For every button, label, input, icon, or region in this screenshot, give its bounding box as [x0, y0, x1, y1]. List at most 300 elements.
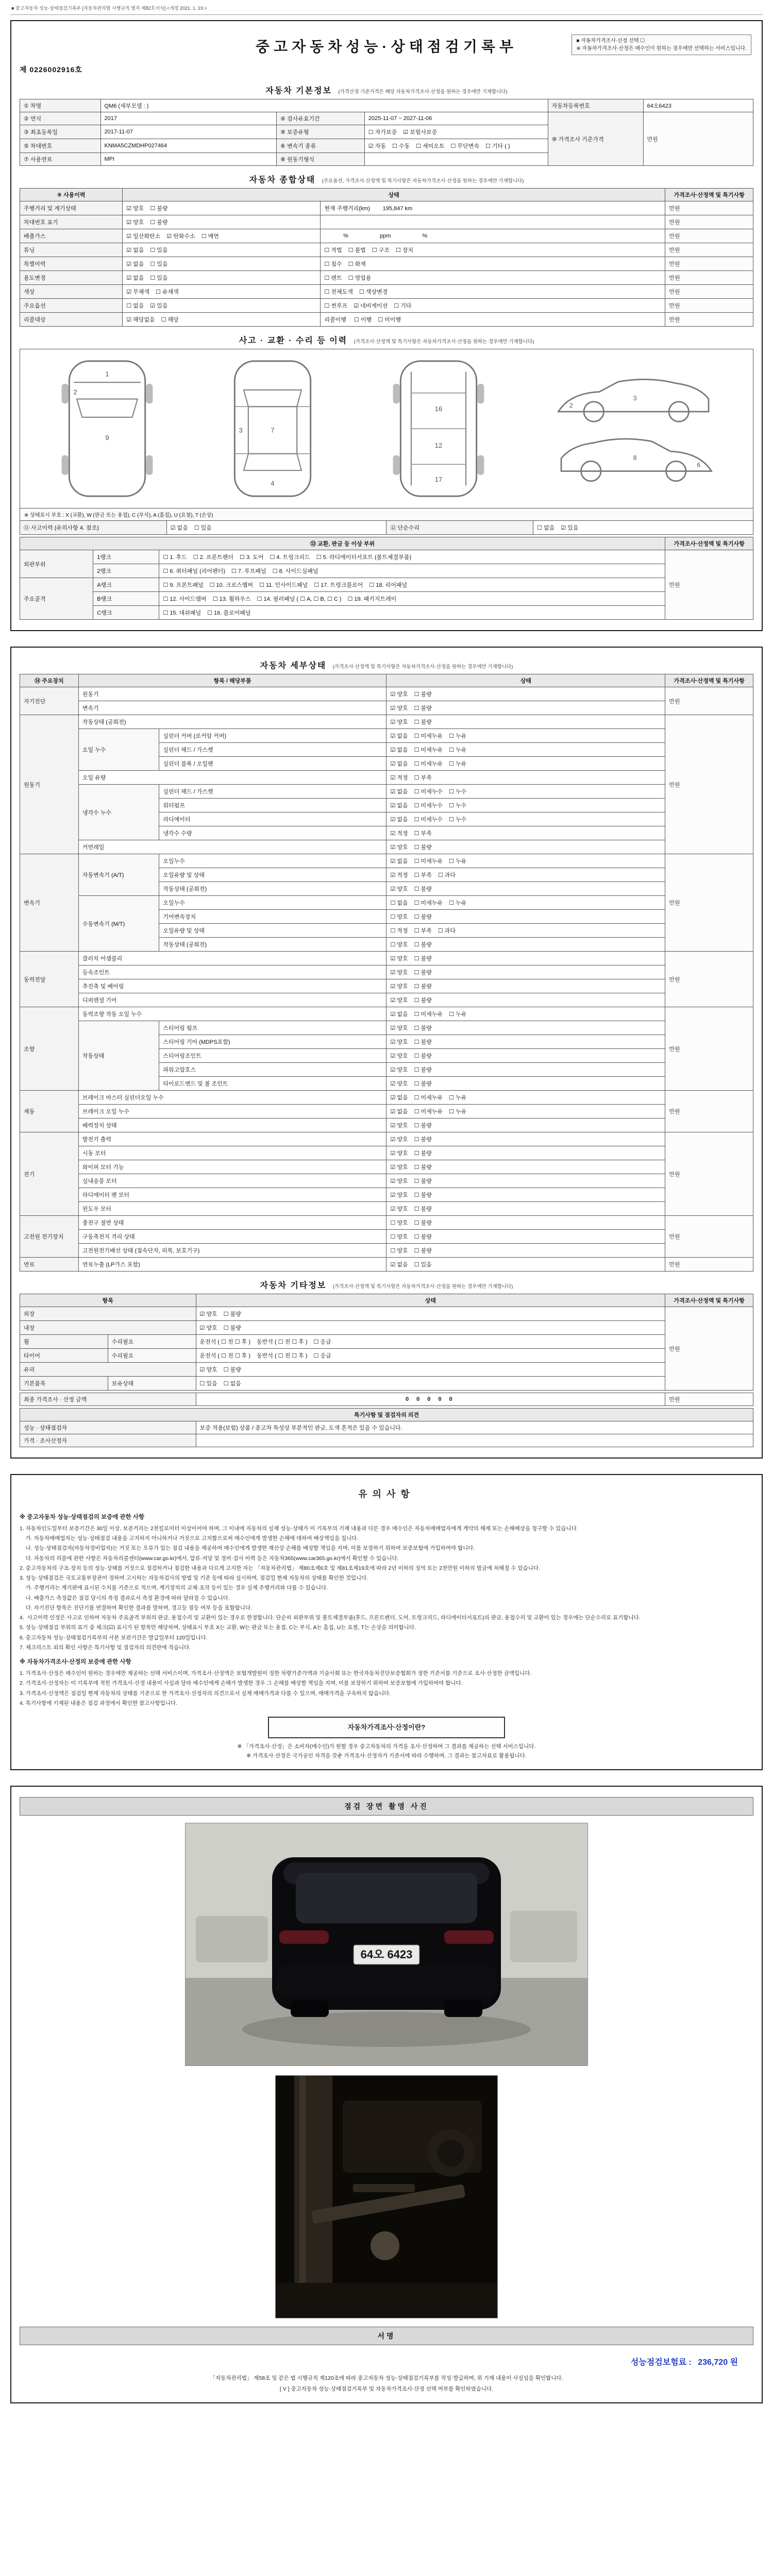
checkbox-option[interactable]: ☑ 양호: [390, 1081, 408, 1087]
checkbox-option[interactable]: ☑ 양호: [390, 1039, 408, 1045]
checkbox-option[interactable]: ☑ 양호: [199, 1325, 217, 1331]
checkbox-option[interactable]: ☐ 누유: [449, 1109, 467, 1115]
checkbox-option[interactable]: ☑ 양호: [390, 1123, 408, 1129]
notice-item: ※ 가격조사·산정은 국가공인 자격을 갖춘 가격조사·산정자가 기준서에 따라 수행하며, 그 결과는 참고자료로 활용됩니다.: [246, 1752, 527, 1759]
notices-title: 유의사항: [358, 1489, 415, 1499]
checkbox-option[interactable]: ☐ 불량: [414, 942, 432, 948]
checkbox-option[interactable]: ☑ 양호: [390, 997, 408, 1004]
checkbox-option[interactable]: ☑ 없음: [390, 733, 408, 739]
checkbox-option[interactable]: ☐ 7. 루프패널: [231, 568, 266, 574]
checkbox-option[interactable]: ☐ 있음: [150, 247, 168, 253]
checkbox-option[interactable]: ☐ 불량: [414, 719, 432, 725]
checkbox-option[interactable]: ☑ 있음: [150, 303, 168, 309]
checkbox-option[interactable]: ☐ 불량: [414, 886, 432, 892]
row-label: 내장: [20, 1321, 196, 1335]
checkbox-option[interactable]: ☐ 19. 패키지트레이: [347, 596, 397, 602]
notice-item: 3. 가격조사·산정액은 점검일 현재 자동차의 상태를 기준으로 한 가격조사·산정자의 의견으로서 실제 매매가격과 다를 수 있으며, 매매가격을 구속하지 않습니다.: [20, 1690, 391, 1697]
row-state: [196, 1349, 665, 1363]
notice-item: 1. 자동차인도일부터 보증기간은 30일 이상, 보증거리는 2천킬로미터 이상이어야 하며, 그 이내에 자동차의 실제 성능·상태가 이 기록부의 기재 내용과 다른 경우 매수인은 자동차매매업자에게 계약의 해제 또는 손해배상을 청구할 수 있습니다.: [20, 1525, 578, 1532]
checkbox-option[interactable]: ☐ 불량: [414, 1039, 432, 1045]
checkbox-option[interactable]: ☑ 없음: [390, 1262, 408, 1268]
checkbox-option[interactable]: ☐ 있음: [150, 275, 168, 281]
checkbox-option[interactable]: ☐ 양호: [390, 942, 408, 948]
checkbox-option[interactable]: ☐ 구조: [372, 247, 390, 253]
first-reg-value: 2017-11-07: [100, 125, 277, 139]
state-cell: [386, 882, 665, 896]
col-item: 항목: [20, 1294, 196, 1307]
checkbox-option[interactable]: ☐ 수동: [392, 143, 410, 149]
checkbox-option[interactable]: ☐ 미세누수: [414, 817, 443, 823]
checkbox-option[interactable]: ☐ 적정: [390, 928, 408, 934]
checkbox-option[interactable]: ☐ 불량: [414, 691, 432, 698]
state-cell: [386, 979, 665, 993]
checkbox-option[interactable]: ☐ 부족: [414, 872, 432, 878]
year-label: ② 연식: [20, 112, 101, 125]
checkbox-option[interactable]: ☐ 응급: [313, 1353, 331, 1359]
checkbox-option[interactable]: ☐ 15. 대쉬패널: [163, 610, 201, 616]
checkbox-option[interactable]: ☑ 양호: [390, 1192, 408, 1198]
table-row: [20, 1377, 753, 1391]
part-item: 발전기 출력: [78, 1132, 386, 1146]
part-item: 오일누수: [159, 896, 386, 910]
table-row: [20, 1091, 753, 1105]
row-state-2: [321, 285, 665, 299]
table-row: [20, 687, 753, 701]
transmission-options: [364, 139, 548, 153]
checkbox-option[interactable]: ☐ 2. 프론트펜더: [193, 554, 234, 561]
state-cell: [386, 757, 665, 771]
accident-history-label: ⑪ 사고이력 (유의사항 4. 참조): [20, 521, 167, 535]
notice-item: 4. 사고이력 인정은 사고로 인하여 자동차 주요골격 부위의 판금, 용접수리 및 교환이 있는 경우로 한정합니다. 단순히 외판부위 및 볼트체결부품(후드, 프론트펜더, 도어, 트렁크리드, 라디에이터서포트)의 판금, 용접수리 및 교환이 있는 경우에는 단순수리로 표기합니다.: [20, 1615, 641, 1621]
checkbox-option[interactable]: ☐ 14. 필러패널 ( ☐ A, ☐ B, ☐ C ): [257, 596, 342, 602]
checkbox-option[interactable]: ☐ 불량: [414, 1137, 432, 1143]
checkbox-option[interactable]: ☑ 양호: [390, 691, 408, 698]
checkbox-option[interactable]: ☐ 불량: [414, 914, 432, 920]
row-state: [196, 1363, 665, 1377]
checkbox-option[interactable]: ☑ 무채색: [126, 289, 150, 295]
base-price-value: 만원: [643, 112, 753, 166]
row-label: 차대번호 표기: [20, 215, 123, 229]
notice-item: 가. 주행거리는 계기판에 표시된 수치를 기준으로 적으며, 계기장치의 교체·조작 등이 있는 경우 실제 주행거리와 다를 수 있습니다.: [20, 1585, 328, 1591]
row-label: 배출가스: [20, 229, 123, 243]
checkbox-option[interactable]: ☐ 누유: [449, 761, 467, 767]
notice-item: 가. 자동차매매업자는 성능·상태점검 내용을 고지하지 아니하거나 거짓으로 고지함으로써 매수인에게 발생한 손해에 대하여 배상책임을 집니다.: [20, 1535, 359, 1541]
checkbox-option[interactable]: ☑ 적정: [390, 831, 408, 837]
table-row: [20, 1146, 753, 1160]
checkbox-option[interactable]: ☑ 양호: [390, 886, 408, 892]
checkbox-option[interactable]: ☐ 불량: [150, 206, 168, 212]
checkbox-option[interactable]: ☐ 불량: [150, 219, 168, 226]
checkbox-option[interactable]: ☐ 매연: [201, 233, 219, 240]
checkbox-option[interactable]: ☐ 있음: [199, 1381, 217, 1387]
checkbox-option[interactable]: ☑ 없음: [126, 261, 144, 267]
checkbox-option[interactable]: ☐ 불량: [414, 1067, 432, 1073]
table-row: [20, 229, 753, 243]
checkbox-option[interactable]: ☑ 양호: [390, 1067, 408, 1073]
state-cell: [386, 826, 665, 840]
checkbox-option[interactable]: ☑ 양호: [390, 844, 408, 851]
checkbox-option[interactable]: ☐ 불량: [414, 1164, 432, 1171]
checkbox-option[interactable]: ☑ 양호: [390, 1164, 408, 1171]
checkbox-option[interactable]: ☑ 양호: [390, 719, 408, 725]
row-label: 특별이력: [20, 257, 123, 271]
recall-state: [321, 313, 665, 327]
part-item: 작동상태 (공회전): [159, 938, 386, 952]
notice-item: 4. 특기사항에 기재된 내용은 점검 과정에서 확인한 참고사항입니다.: [20, 1700, 177, 1706]
checkbox-option[interactable]: ☑ 양호: [390, 956, 408, 962]
title-bar: [20, 27, 753, 58]
table-row: [20, 299, 753, 313]
row-state: [123, 243, 321, 257]
reg-no-value: 64오6423: [643, 99, 753, 112]
checkbox-option[interactable]: ☐ 1. 후드: [163, 554, 187, 561]
checkbox-option[interactable]: ☑ 네비게이션: [354, 303, 388, 309]
checkbox-option[interactable]: ☐ 유채색: [156, 289, 179, 295]
checkbox-option[interactable]: ☐ 누수: [449, 789, 467, 795]
checkbox-option[interactable]: ☐ 자가보증: [368, 129, 397, 135]
col-usage-history: ⑨ 사용이력: [20, 189, 123, 201]
checkbox-option[interactable]: ☐ 응급: [313, 1339, 331, 1345]
state-cell: [386, 1174, 665, 1188]
checkbox-option[interactable]: ☑ 없음: [390, 747, 408, 753]
table-row: [20, 521, 753, 535]
svg-text:7: 7: [271, 426, 275, 434]
checkbox-option[interactable]: ☐ 불량: [223, 1367, 241, 1373]
checkbox-option[interactable]: ☐ 불량: [414, 705, 432, 711]
checkbox-option[interactable]: ☑ 양호: [126, 206, 144, 212]
group-fuel: 연료: [20, 1258, 79, 1272]
car-name-value: QM6 (세부모델 : ): [100, 99, 548, 112]
checkbox-option[interactable]: ☑ 양호: [390, 705, 408, 711]
subgroup-coolant-leak: 냉각수 누수: [78, 785, 159, 840]
checkbox-option[interactable]: ☐ 해당: [161, 317, 179, 323]
checkbox-option[interactable]: ☑ 없음: [126, 247, 144, 253]
checkbox-option[interactable]: ☐ 누수: [449, 817, 467, 823]
checkbox-option[interactable]: ☐ 장치: [395, 247, 414, 253]
price-cell: 만원: [665, 1307, 753, 1391]
checkbox-option[interactable]: ☐ 불량: [414, 1123, 432, 1129]
signature-statement-2: [ V ] 중고자동차 성능·상태점검기록부 및 자동차가격조사·산정 선택 여부를 확인하였습니다.: [279, 2385, 494, 2392]
part-item: 오일 유량: [78, 771, 386, 785]
checkbox-option[interactable]: ☐ 불량: [414, 1192, 432, 1198]
checkbox-option[interactable]: ☐ 미이행: [378, 317, 401, 323]
table-row: [20, 1132, 753, 1146]
group-highvoltage: 고전원 전기장치: [20, 1216, 79, 1258]
checkbox-option[interactable]: ☐ 없음: [390, 900, 408, 906]
checkbox-option[interactable]: ☐ 불량: [414, 1081, 432, 1087]
checkbox-option[interactable]: ☐ 적법: [324, 247, 342, 253]
table-header-row: [20, 1294, 753, 1307]
state-cell: [386, 1230, 665, 1244]
checkbox-option[interactable]: ☐ 부족: [414, 928, 432, 934]
col-state: 상태: [123, 189, 665, 201]
state-cell: [386, 910, 665, 924]
table-row: [20, 243, 753, 257]
vehicle-diagram-roof: [219, 357, 327, 501]
table-row: [20, 979, 753, 993]
table-row: [20, 1105, 753, 1118]
notices-subtitle-1: ※ 중고자동차 성능·상태점검의 보증에 관한 사항: [20, 1514, 145, 1520]
checkbox-option[interactable]: ☐ 불량: [414, 997, 432, 1004]
checkbox-option[interactable]: ☐ 누유: [449, 1011, 467, 1018]
table-row: [20, 854, 753, 868]
group-engine: 원동기: [20, 715, 79, 854]
checkbox-option[interactable]: ☑ 양호: [126, 219, 144, 226]
first-reg-label: ③ 최초등록일: [20, 125, 101, 139]
checkbox-option[interactable]: ☑ 없음: [390, 817, 408, 823]
checkbox-option[interactable]: ☐ 누유: [449, 858, 467, 865]
part-item: 실린더 헤드 / 가스켓: [159, 743, 386, 757]
checkbox-option[interactable]: ☐ 5. 라디에이터서포트 (볼트체결부품): [316, 554, 412, 561]
price-survey-definition-lines: [20, 1742, 753, 1760]
checkbox-option[interactable]: 운전석 ( ☐ 전 ☐ 후 ): [199, 1353, 251, 1359]
checkbox-option[interactable]: 운전석 ( ☐ 전 ☐ 후 ): [199, 1339, 251, 1345]
checkbox-option[interactable]: ☐ 10. 크로스멤버: [209, 582, 254, 588]
checkbox-option[interactable]: ☑ 일산화탄소: [126, 233, 161, 240]
price-cell: 만원: [665, 1007, 753, 1091]
checkbox-option[interactable]: ☑ 없음: [390, 1109, 408, 1115]
checkbox-option[interactable]: ☐ 불량: [414, 1178, 432, 1184]
checkbox-option[interactable]: ☐ 부족: [414, 831, 432, 837]
checkbox-option[interactable]: ☑ 없음: [390, 1011, 408, 1018]
checkbox-option[interactable]: ☐ 불법: [348, 247, 366, 253]
checkbox-option[interactable]: ☐ 누수: [449, 803, 467, 809]
table-row: [20, 729, 753, 743]
checkbox-option[interactable]: 동반석 ( ☐ 전 ☐ 후 ): [257, 1353, 308, 1359]
checkbox-option[interactable]: ☐ 썬루프: [324, 303, 348, 309]
checkbox-option[interactable]: ☐ 13. 휠하우스: [212, 596, 251, 602]
checkbox-option[interactable]: ☐ 불량: [414, 1220, 432, 1226]
checkbox-option[interactable]: ☑ 탄화수소: [166, 233, 195, 240]
checkbox-option[interactable]: ☐ 누유: [449, 900, 467, 906]
checkbox-option[interactable]: ☑ 없음: [390, 803, 408, 809]
row-label: 타이어: [20, 1349, 108, 1363]
checkbox-option[interactable]: ☐ 색상변경: [359, 289, 388, 295]
checkbox-option[interactable]: ☑ 양호: [199, 1367, 217, 1373]
checkbox-option[interactable]: ☐ 양호: [390, 1248, 408, 1254]
checkbox-option[interactable]: ☐ 있음: [414, 1262, 432, 1268]
checkbox-option[interactable]: ☑ 양호: [390, 1150, 408, 1157]
checkbox-option[interactable]: ☐ 불량: [223, 1325, 241, 1331]
part-item: 스티어링조인트: [159, 1049, 386, 1063]
checkbox-option[interactable]: ☐ 미세누수: [414, 803, 443, 809]
part-item: 시동 모터: [78, 1146, 386, 1160]
checkbox-option[interactable]: ☐ 불량: [414, 1025, 432, 1031]
fuel-value: MPI: [100, 153, 277, 166]
inspection-period-value: 2025-11-07 ~ 2027-11-06: [364, 112, 548, 125]
checkbox-option[interactable]: ☑ 없음: [390, 1095, 408, 1101]
part-item: 작동상태 (공회전): [159, 882, 386, 896]
checkbox-option[interactable]: ☐ 불량: [414, 956, 432, 962]
checkbox-option[interactable]: ☐ 불량: [414, 1206, 432, 1212]
checkbox-option[interactable]: ☐ 누유: [449, 747, 467, 753]
checkbox-option[interactable]: ☑ 적정: [390, 775, 408, 781]
state-cell: [386, 1091, 665, 1105]
col-price: 가격조사·산정액 및 특기사항: [665, 674, 753, 687]
checkbox-option[interactable]: ☐ 미세누유: [414, 1011, 443, 1018]
table-row: [20, 771, 753, 785]
checkbox-option[interactable]: ☐ 9. 프론트패널: [163, 582, 204, 588]
row-sublabel: 수리필요: [108, 1335, 196, 1349]
checkbox-option[interactable]: ☐ 불량: [414, 1234, 432, 1240]
checkbox-option[interactable]: ☑ 있음: [561, 525, 579, 531]
checkbox-option[interactable]: ☐ 침수: [324, 261, 342, 267]
rank2-items: [159, 564, 665, 578]
checkbox-option[interactable]: 동반석 ( ☐ 전 ☐ 후 ): [257, 1339, 308, 1345]
checkbox-option[interactable]: ☑ 양호: [199, 1311, 217, 1317]
notice-item: 2. 중고자동차의 구조·장치 등의 성능·상태를 거짓으로 점검하거나 점검한 내용과 다르게 고지한 자는 「자동차관리법」 제80조제6호 및 제81조제19호에 따라 2년 이하의 징역 또는 2천만원 이하의 벌금에 처해질 수 있습니다.: [20, 1565, 540, 1571]
table-row: [20, 1258, 753, 1272]
state-cell: [386, 1118, 665, 1132]
checkbox-option[interactable]: ☐ 양호: [390, 1220, 408, 1226]
table-row: [20, 1216, 753, 1230]
table-header-row: [20, 189, 753, 201]
accident-history-options: [166, 521, 386, 535]
table-row: [20, 1007, 753, 1021]
part-item: 충전구 절연 상태: [78, 1216, 386, 1230]
col-price: 가격조사·산정액 및 특기사항: [665, 537, 753, 550]
checkbox-option[interactable]: ☐ 3. 도어: [240, 554, 264, 561]
checkbox-option[interactable]: ☐ 미세누유: [414, 1095, 443, 1101]
checkbox-option[interactable]: ☐ 기타: [394, 303, 412, 309]
checkbox-option[interactable]: ☐ 16. 플로어패널: [207, 610, 251, 616]
state-cell: [386, 965, 665, 979]
checkbox-option[interactable]: ☑ 보험사보증: [403, 129, 438, 135]
checkbox-option[interactable]: ☐ 미세누유: [414, 900, 443, 906]
checkbox-option[interactable]: ☐ 미세누유: [414, 858, 443, 865]
part-item: 라디에이터: [159, 812, 386, 826]
recall-options: [354, 317, 407, 323]
final-price-label: 최종 가격조사 · 산정 금액: [20, 1393, 196, 1406]
checkbox-option[interactable]: ☐ 8. 사이드실패널: [272, 568, 318, 574]
section-head-accident: [20, 329, 753, 349]
part-item: 디퍼렌셜 기어: [78, 993, 386, 1007]
checkbox-option[interactable]: ☐ 양호: [390, 914, 408, 920]
price-survey-select-note: ※ 자동차가격조사·산정은 매수인이 원하는 경우에만 선택하는 서비스입니다.: [576, 46, 747, 52]
checkbox-option[interactable]: ☐ 영업용: [348, 275, 372, 281]
checkbox-option[interactable]: ☐ 이행: [354, 317, 372, 323]
vehicle-damage-diagrams: [20, 349, 753, 508]
checkbox-option[interactable]: ☐ 없음: [537, 525, 555, 531]
checkbox-option[interactable]: ☐ 누유: [449, 733, 467, 739]
part-item: 와이퍼 모터 기능: [78, 1160, 386, 1174]
checkbox-option[interactable]: ☑ 없음: [390, 789, 408, 795]
checkbox-option[interactable]: ☐ 18. 리어패널: [369, 582, 408, 588]
part-item: 브레이크 오일 누수: [78, 1105, 386, 1118]
checkbox-option[interactable]: ☐ 렌트: [324, 275, 342, 281]
table-row: [20, 785, 753, 799]
table-row: [20, 1230, 753, 1244]
checkbox-option[interactable]: ☐ 무단변속: [450, 143, 479, 149]
state-cell: [386, 1105, 665, 1118]
table-row: [20, 1244, 753, 1258]
table-row: [20, 215, 753, 229]
checkbox-option[interactable]: ☐ 불량: [414, 844, 432, 851]
checkbox-option[interactable]: ☑ 해당없음: [126, 317, 155, 323]
checkbox-option[interactable]: ☐ 세미오토: [416, 143, 445, 149]
checkbox-option[interactable]: ☑ 적정: [390, 872, 408, 878]
table-row: [20, 1349, 753, 1363]
checkbox-option[interactable]: ☑ 양호: [390, 1178, 408, 1184]
checkbox-option[interactable]: ☑ 없음: [390, 858, 408, 865]
checkbox-option[interactable]: ☐ 불량: [414, 970, 432, 976]
checkbox-option[interactable]: ☐ 없음: [223, 1381, 241, 1387]
outer-panel-label: 외판부위: [20, 550, 93, 578]
checkbox-option[interactable]: ☐ 미세누유: [414, 733, 443, 739]
group-powertrain: 동력전달: [20, 952, 79, 1007]
checkbox-option[interactable]: ☐ 부족: [414, 775, 432, 781]
part-item: 파워고압호스: [159, 1063, 386, 1077]
checkbox-option[interactable]: ☑ 양호: [390, 1137, 408, 1143]
checkbox-option[interactable]: ☐ 과다: [438, 872, 456, 878]
checkbox-option[interactable]: ☐ 있음: [150, 261, 168, 267]
checkbox-option[interactable]: ☐ 4. 트렁크리드: [270, 554, 310, 561]
price-cell: 만원: [665, 715, 753, 854]
accident-history-table: [20, 520, 753, 535]
col-price: 가격조사·산정액 및 특기사항: [665, 189, 753, 201]
checkbox-option[interactable]: ☐ 과다: [438, 928, 456, 934]
inspector-opinion-table: [20, 1408, 753, 1447]
checkbox-option[interactable]: ☑ 없음: [390, 761, 408, 767]
col-item: 항목 / 해당부품: [78, 674, 386, 687]
checkbox-option[interactable]: ☑ 자동: [368, 143, 386, 149]
checkbox-option[interactable]: ☐ 불량: [414, 1248, 432, 1254]
checkbox-option[interactable]: ☐ 6. 쿼터패널 (리어펜더): [163, 568, 225, 574]
inspection-photo-underbody: [275, 2075, 498, 2318]
table-row: [20, 285, 753, 299]
checkbox-option[interactable]: ☐ 양호: [390, 1234, 408, 1240]
checkbox-option[interactable]: ☐ 17. 트렁크플로어: [314, 582, 363, 588]
checkbox-option[interactable]: ☐ 불량: [414, 1053, 432, 1059]
checkbox-option[interactable]: ☐ 불량: [414, 984, 432, 990]
price-cell: 만원: [665, 1091, 753, 1132]
checkbox-option[interactable]: ☐ 있음: [194, 525, 212, 531]
checkbox-option[interactable]: ☐ 미세누수: [414, 789, 443, 795]
checkbox-option[interactable]: ☐ 미세누유: [414, 747, 443, 753]
checkbox-option[interactable]: ☐ 불량: [414, 1150, 432, 1157]
checkbox-option[interactable]: ☐ 미세누유: [414, 761, 443, 767]
checkbox-option[interactable]: ☑ 없음: [126, 275, 144, 281]
checkbox-option[interactable]: ☐ 전체도색: [324, 289, 353, 295]
document-page: [10, 0, 763, 2439]
checkbox-option[interactable]: ☐ 미세누유: [414, 1109, 443, 1115]
checkbox-option[interactable]: ☐ 12. 사이드멤버: [163, 596, 207, 602]
checkbox-option[interactable]: ☐ 불량: [223, 1311, 241, 1317]
checkbox-option[interactable]: ☐ 누유: [449, 1095, 467, 1101]
engine-type-label: ⑧ 원동기형식: [277, 153, 365, 166]
document-title: 중고자동차성능·상태점검기록부: [256, 39, 517, 55]
checkbox-option[interactable]: ☑ 양호: [390, 1025, 408, 1031]
price-cell: 만원: [665, 257, 753, 271]
insurance-fee-line: [20, 2352, 753, 2372]
price-survey-select-option[interactable]: ■ 자동차가격조사·산정 선택 ☐: [576, 38, 645, 44]
state-cell: [386, 785, 665, 799]
price-cell: 만원: [665, 550, 753, 620]
notice-item: 다. 자기진단 항목은 진단기를 연결하여 확인한 결과를 말하며, 경고등 점등 여부 등을 포함합니다.: [20, 1604, 253, 1611]
simple-repair-options: [533, 521, 753, 535]
checkbox-option[interactable]: ☑ 없음: [170, 525, 188, 531]
checkbox-option[interactable]: ☑ 양호: [390, 1053, 408, 1059]
checkbox-option[interactable]: ☑ 양호: [390, 1206, 408, 1212]
checkbox-option[interactable]: ☑ 양호: [390, 984, 408, 990]
checkbox-option[interactable]: ☑ 양호: [390, 970, 408, 976]
checkbox-option[interactable]: ☐ 화재: [348, 261, 366, 267]
part-item: 변속기: [78, 701, 386, 715]
checkbox-option[interactable]: ☐ 기타 ( ): [485, 143, 510, 149]
checkbox-option[interactable]: ☐ 없음: [126, 303, 144, 309]
subgroup-at: 자동변속기 (A/T): [78, 854, 159, 896]
checkbox-option[interactable]: ☐ 11. 인사이드패널: [259, 582, 308, 588]
